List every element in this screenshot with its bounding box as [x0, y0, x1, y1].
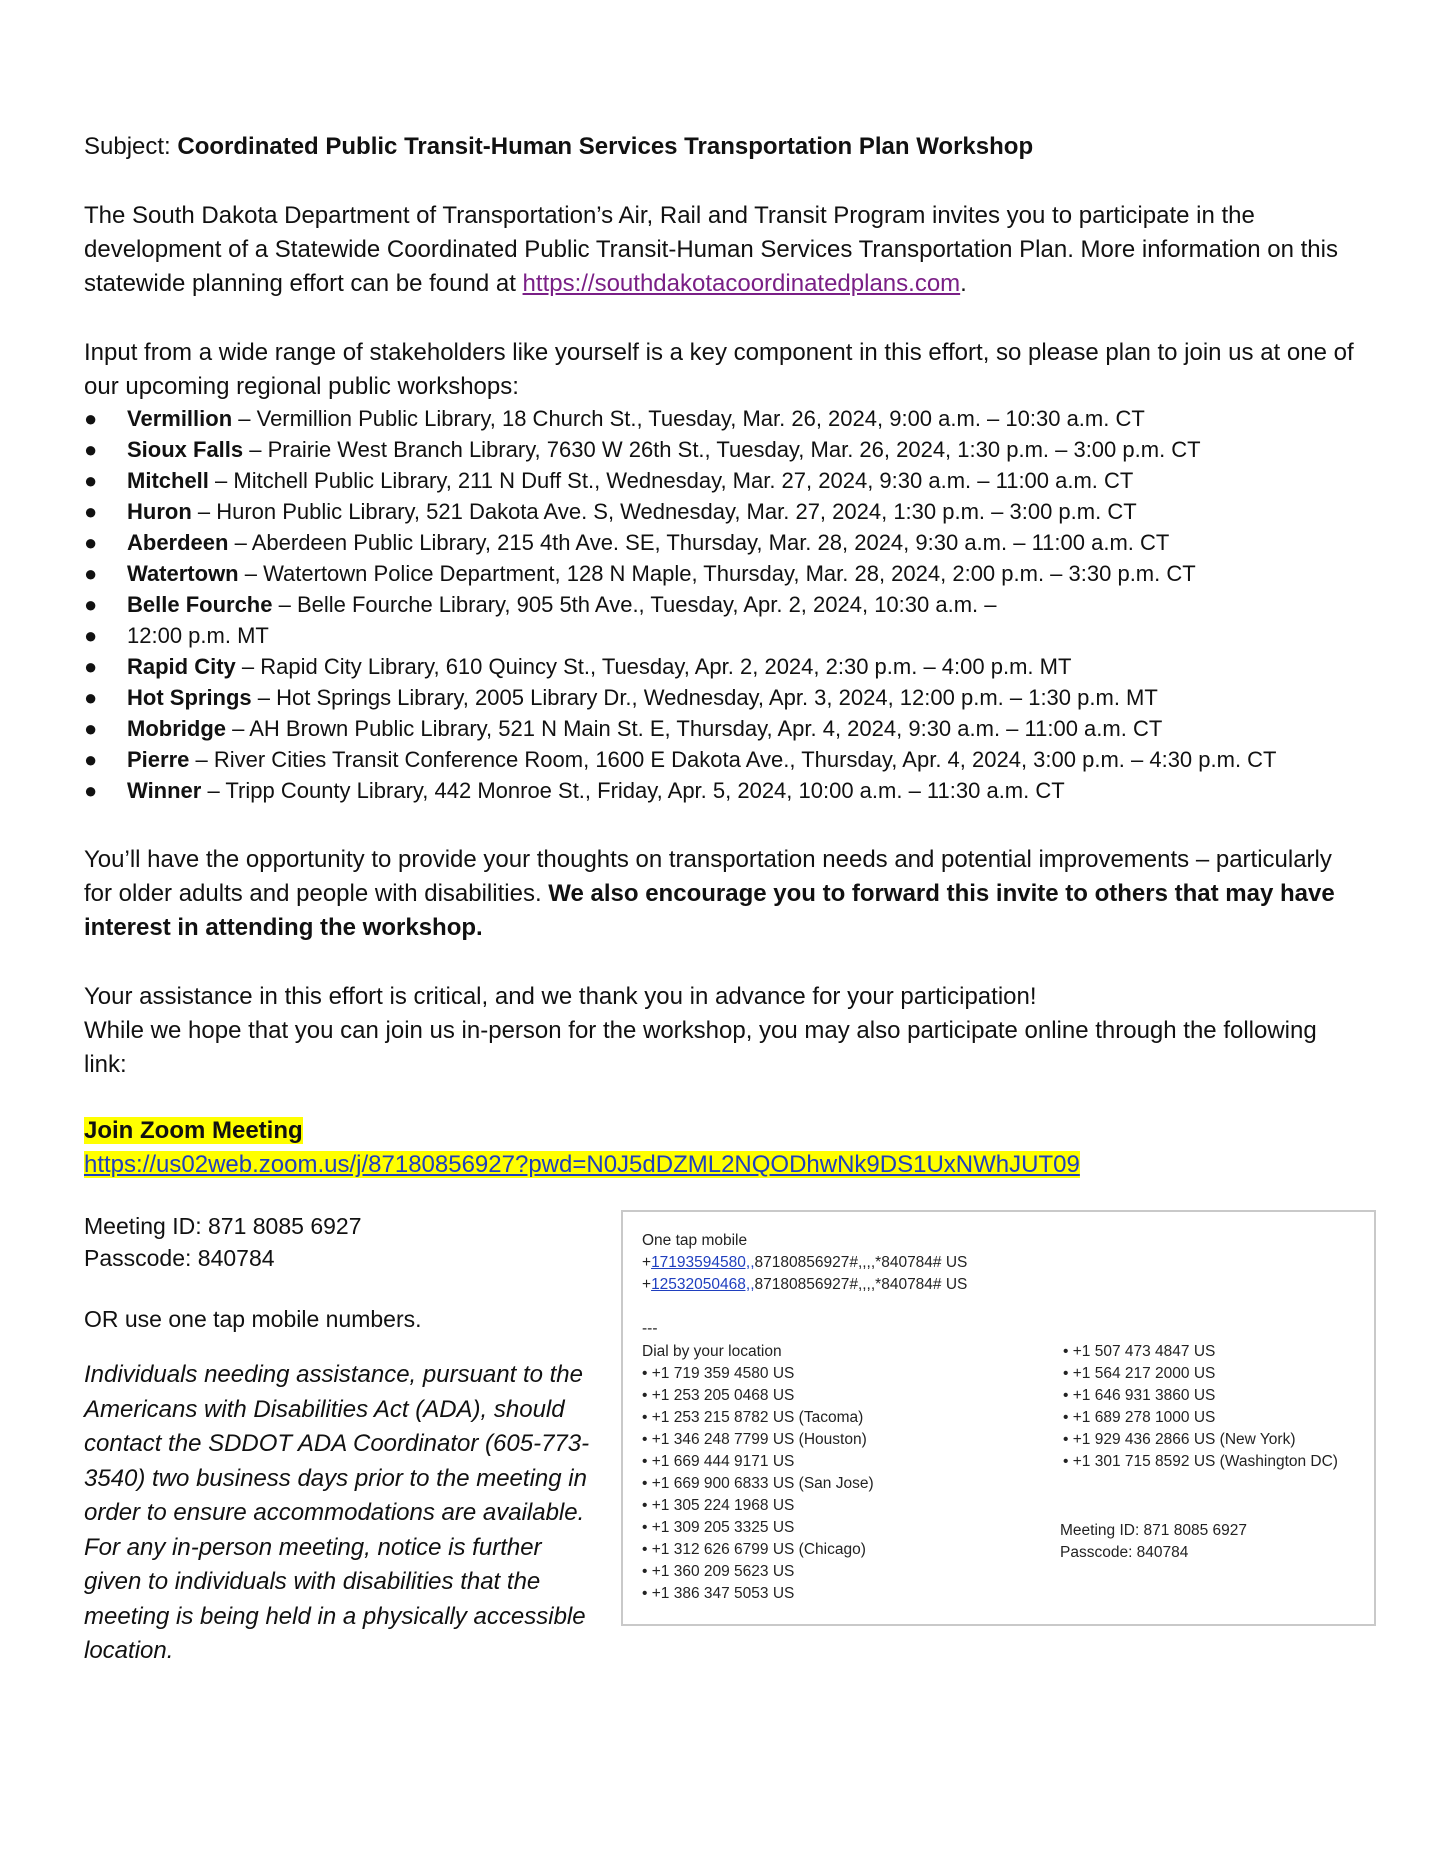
- dial-number: • +1 564 217 2000 US: [1063, 1365, 1216, 1382]
- workshop-item: [84, 465, 1374, 496]
- intro-paragraph: [84, 199, 1364, 301]
- workshop-details: – Aberdeen Public Library, 215 4th Ave. SE, Thursday, Mar. 28, 2024, 9:30 a.m. – 11:00 a.m. CT: [228, 530, 1170, 555]
- box-passcode: Passcode: 840784: [1060, 1544, 1189, 1561]
- dial-number: • +1 689 278 1000 US: [1063, 1409, 1216, 1426]
- bullet-icon: ●: [84, 778, 98, 803]
- bullet-icon: ●: [84, 499, 98, 524]
- workshop-details: – AH Brown Public Library, 521 N Main St. E, Thursday, Apr. 4, 2024, 9:30 a.m. – 11:00 a.m. CT: [226, 716, 1163, 741]
- dial-list-right: [1063, 1341, 1338, 1473]
- workshop-city: Winner: [127, 778, 202, 803]
- one-tap-section: [642, 1230, 967, 1340]
- workshop-city: Pierre: [127, 747, 190, 772]
- workshop-city: Mitchell: [127, 468, 209, 493]
- workshop-item: [84, 620, 1374, 651]
- workshop-details: – Huron Public Library, 521 Dakota Ave. S, Wednesday, Mar. 27, 2024, 1:30 p.m. – 3:00 p.m. CT: [191, 499, 1137, 524]
- bullet-icon: ●: [84, 468, 98, 493]
- zoom-meeting-link[interactable]: https://us02web.zoom.us/j/87180856927?pwd=N0J5dDZML2NQODhwNk9DS1UxNWhJUT09: [84, 1151, 1080, 1178]
- zoom-passcode: Passcode: 840784: [84, 1245, 275, 1271]
- workshop-city: Huron: [127, 499, 192, 524]
- bullet-icon: ●: [84, 530, 98, 555]
- dial-number: • +1 301 715 8592 US (Washington DC): [1063, 1453, 1338, 1470]
- bullet-icon: ●: [84, 654, 98, 679]
- bullet-icon: ●: [84, 437, 98, 462]
- workshop-city: Vermillion: [127, 406, 233, 431]
- dial-number: • +1 309 205 3325 US: [642, 1519, 795, 1536]
- dial-number: • +1 312 626 6799 US (Chicago): [642, 1541, 866, 1558]
- workshop-details: – Belle Fourche Library, 905 5th Ave., Tuesday, Apr. 2, 2024, 10:30 a.m. –: [272, 592, 997, 617]
- tap-prefix: +: [642, 1254, 652, 1271]
- workshop-details: – Hot Springs Library, 2005 Library Dr., Wednesday, Apr. 3, 2024, 12:00 p.m. – 1:30 p.m. MT: [251, 685, 1158, 710]
- workshop-list: [84, 403, 1374, 806]
- tap-number-link[interactable]: 12532050468,,: [651, 1276, 755, 1293]
- workshop-item: [84, 589, 1374, 620]
- workshop-details: – Vermillion Public Library, 18 Church St., Tuesday, Mar. 26, 2024, 9:00 a.m. – 10:30 a.m. CT: [232, 406, 1145, 431]
- invite-paragraph: Input from a wide range of stakeholders like yourself is a key component in this effort, so please plan to join us at one of our upcoming regional public workshops:: [84, 339, 1354, 400]
- workshop-city: Belle Fourche: [127, 592, 273, 617]
- one-tap-entry: [642, 1274, 967, 1296]
- zoom-section: [84, 1114, 1364, 1182]
- box-meeting-info: [1060, 1520, 1247, 1564]
- bullet-icon: ●: [84, 592, 98, 617]
- bullet-icon: ●: [84, 561, 98, 586]
- workshop-details: – Tripp County Library, 442 Monroe St., Friday, Apr. 5, 2024, 10:00 a.m. – 11:30 a.m. CT: [201, 778, 1065, 803]
- dial-number: • +1 253 205 0468 US: [642, 1387, 795, 1404]
- dial-number: • +1 669 444 9171 US: [642, 1453, 795, 1470]
- workshop-details: – Watertown Police Department, 128 N Maple, Thursday, Mar. 28, 2024, 2:00 p.m. – 3:30 p.m. CT: [238, 561, 1196, 586]
- workshop-city: Mobridge: [127, 716, 226, 741]
- dial-number: • +1 386 347 5053 US: [642, 1585, 795, 1602]
- workshop-city: Rapid City: [127, 654, 236, 679]
- subject-title: Coordinated Public Transit-Human Services Transportation Plan Workshop: [177, 133, 1034, 160]
- bullet-icon: ●: [84, 747, 98, 772]
- workshop-item: [84, 651, 1374, 682]
- workshop-item: [84, 558, 1374, 589]
- one-tap-note: OR use one tap mobile numbers.: [84, 1306, 422, 1332]
- workshop-item: [84, 496, 1374, 527]
- workshop-item: [84, 682, 1374, 713]
- zoom-meeting-id: Meeting ID: 871 8085 6927: [84, 1213, 362, 1239]
- dial-number: • +1 929 436 2866 US (New York): [1063, 1431, 1296, 1448]
- one-tap-heading: One tap mobile: [642, 1232, 748, 1249]
- workshop-item: [84, 527, 1374, 558]
- online-paragraph: While we hope that you can join us in-person for the workshop, you may also participate online through the following link:: [84, 1017, 1317, 1078]
- dial-number: • +1 346 248 7799 US (Houston): [642, 1431, 867, 1448]
- subject-label: Subject:: [84, 133, 178, 160]
- workshop-item: [84, 403, 1374, 434]
- bullet-icon: ●: [84, 406, 98, 431]
- dial-list-left: [642, 1341, 874, 1605]
- one-tap-entry: [642, 1252, 967, 1274]
- intro-end: .: [960, 270, 967, 297]
- dial-number: • +1 360 209 5623 US: [642, 1563, 795, 1580]
- bullet-icon: ●: [84, 716, 98, 741]
- dial-number: • +1 719 359 4580 US: [642, 1365, 795, 1382]
- separator: ---: [642, 1320, 658, 1337]
- workshop-details: – Rapid City Library, 610 Quincy St., Tuesday, Apr. 2, 2024, 2:30 p.m. – 4:00 p.m. MT: [235, 654, 1072, 679]
- thanks-line: Your assistance in this effort is critical, and we thank you in advance for your participation!: [84, 983, 1037, 1010]
- tap-prefix: +: [642, 1276, 652, 1293]
- dial-heading: Dial by your location: [642, 1343, 782, 1360]
- workshop-details: 12:00 p.m. MT: [127, 623, 269, 648]
- workshop-details: – Mitchell Public Library, 211 N Duff St., Wednesday, Mar. 27, 2024, 9:30 a.m. – 11:00 a.m. CT: [208, 468, 1134, 493]
- workshop-item: [84, 744, 1374, 775]
- workshop-item: [84, 434, 1374, 465]
- one-tap-mobile-box: [621, 1210, 1376, 1626]
- ada-notice: Individuals needing assistance, pursuant to the Americans with Disabilities Act (ADA), should contact the SDDOT ADA Coordinator (605-773-3540) two business days prior to the meeting in order to ensure accommodations are available. For any in-person meeting, notice is further given to individuals with disabilities that the meeting is being held in a physically accessible location.: [84, 1361, 590, 1664]
- workshop-city: Watertown: [127, 561, 239, 586]
- subject-line: [84, 130, 1364, 164]
- plans-website-link[interactable]: https://southdakotacoordinatedplans.com: [522, 270, 961, 297]
- workshop-city: Hot Springs: [127, 685, 252, 710]
- tap-number-link[interactable]: 17193594580,,: [651, 1254, 755, 1271]
- workshop-item: [84, 713, 1374, 744]
- bullet-icon: ●: [84, 623, 98, 648]
- dial-number: • +1 507 473 4847 US: [1063, 1343, 1216, 1360]
- dial-number: • +1 669 900 6833 US (San Jose): [642, 1475, 874, 1492]
- opportunity-paragraph: [84, 843, 1364, 945]
- opportunity-bold: We also encourage you to forward this invite to others that may have interest in attending the workshop.: [84, 880, 1335, 941]
- workshop-details: – Prairie West Branch Library, 7630 W 26th St., Tuesday, Mar. 26, 2024, 1:30 p.m. – 3:00 p.m. CT: [243, 437, 1201, 462]
- zoom-title: Join Zoom Meeting: [84, 1117, 303, 1144]
- workshop-details: – River Cities Transit Conference Room, 1600 E Dakota Ave., Thursday, Apr. 4, 2024, 3:00 p.m. – 4:30 p.m. CT: [189, 747, 1277, 772]
- bullet-icon: ●: [84, 685, 98, 710]
- dial-number: • +1 305 224 1968 US: [642, 1497, 795, 1514]
- dial-number: • +1 646 931 3860 US: [1063, 1387, 1216, 1404]
- opportunity-text: You’ll have the opportunity to provide your thoughts on transportation needs and potential improvements – particularly for older adults and people with disabilities.: [84, 846, 1332, 907]
- workshop-city: Sioux Falls: [127, 437, 244, 462]
- tap-suffix: 87180856927#,,,,*840784# US: [754, 1276, 968, 1293]
- workshop-item: [84, 775, 1374, 806]
- tap-suffix: 87180856927#,,,,*840784# US: [754, 1254, 968, 1271]
- intro-text: The South Dakota Department of Transportation’s Air, Rail and Transit Program invites you to participate in the development of a Statewide Coordinated Public Transit-Human Services Transportation Plan. More information on this statewide planning effort can be found at: [84, 202, 1338, 297]
- dial-number: • +1 253 215 8782 US (Tacoma): [642, 1409, 864, 1426]
- workshop-city: Aberdeen: [127, 530, 229, 555]
- box-meeting-id: Meeting ID: 871 8085 6927: [1060, 1522, 1247, 1539]
